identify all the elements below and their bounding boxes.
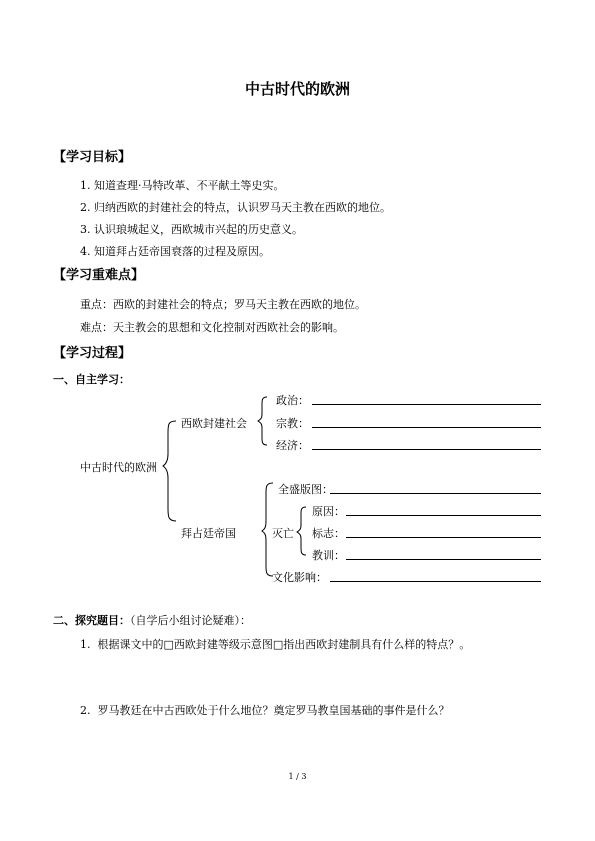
branch1-item-religion: 宗教： <box>276 417 309 430</box>
question-num: 2. <box>80 704 91 717</box>
branch1-item-politics: 政治： <box>276 394 309 407</box>
brace-fall <box>297 507 306 555</box>
branch2-peak-label: 全盛版图： <box>278 483 333 496</box>
branch2-culture-label: 文化影响： <box>272 571 327 584</box>
explore-note: （自学后小组讨论疑难）： <box>130 614 251 627</box>
key-points-heading: 【学习重难点】 <box>53 268 145 283</box>
objective-text: 认识琅城起义，西欧城市兴起的历史意义。 <box>94 223 303 236</box>
blank-religion <box>312 427 541 428</box>
objective-num: 1. <box>80 179 91 192</box>
branch2-fall-label: 灭亡 <box>272 527 294 540</box>
blank-politics <box>312 404 541 405</box>
page-number: 1 / 3 <box>288 772 307 781</box>
blank-sign <box>346 537 541 538</box>
diagram-root: 中古时代的欧洲 <box>80 461 157 474</box>
blank-economy <box>312 449 541 450</box>
question-text: 罗马教廷在中古西欧处于什么地位？奠定罗马教皇国基础的事件是什么？ <box>97 704 450 717</box>
blank-peak-territory <box>330 493 541 494</box>
self-study-heading: 一、自主学习： <box>53 373 130 386</box>
question-text: 根据课文中的□西欧封建等级示意图□指出西欧封建制具有什么样的特点？。 <box>97 638 471 651</box>
objective-num: 4. <box>80 245 91 258</box>
objective-num: 2. <box>80 201 91 214</box>
diagram-branch-byzantine: 拜占廷帝国 <box>181 527 236 540</box>
objective-text: 知道查理·马特改革、不平献土等史实。 <box>94 179 285 192</box>
question-2 <box>80 702 450 718</box>
brace-western-europe <box>258 397 267 445</box>
blank-culture <box>330 581 541 582</box>
blank-cause <box>346 515 541 516</box>
fall-item-cause: 原因： <box>312 505 345 518</box>
objective-text: 归纳西欧的封建社会的特点，认识罗马天主教在西欧的地位。 <box>94 201 391 214</box>
objective-text: 知道拜占廷帝国衰落的过程及原因。 <box>94 245 270 258</box>
question-num: 1. <box>80 638 91 651</box>
branch1-item-economy: 经济： <box>276 439 309 452</box>
question-1 <box>80 636 470 652</box>
process-heading: 【学习过程】 <box>53 346 132 361</box>
explore-heading: 二、探究题目： <box>53 614 130 627</box>
explore-heading-row <box>53 612 251 628</box>
main-brace <box>163 421 176 521</box>
key-point-text: 重点：西欧的封建社会的特点；罗马天主教在西欧的地位。 <box>80 298 366 311</box>
page-title: 中古时代的欧洲 <box>244 80 350 98</box>
fall-item-lesson: 教训： <box>312 549 345 562</box>
objective-num: 3. <box>80 223 91 236</box>
blank-lesson <box>346 559 541 560</box>
difficult-point-text: 难点：天主教会的思想和文化控制对西欧社会的影响。 <box>80 321 344 334</box>
diagram-branch-western-europe: 西欧封建社会 <box>181 417 247 430</box>
objectives-heading: 【学习目标】 <box>53 150 132 165</box>
fall-item-sign: 标志： <box>312 527 345 540</box>
